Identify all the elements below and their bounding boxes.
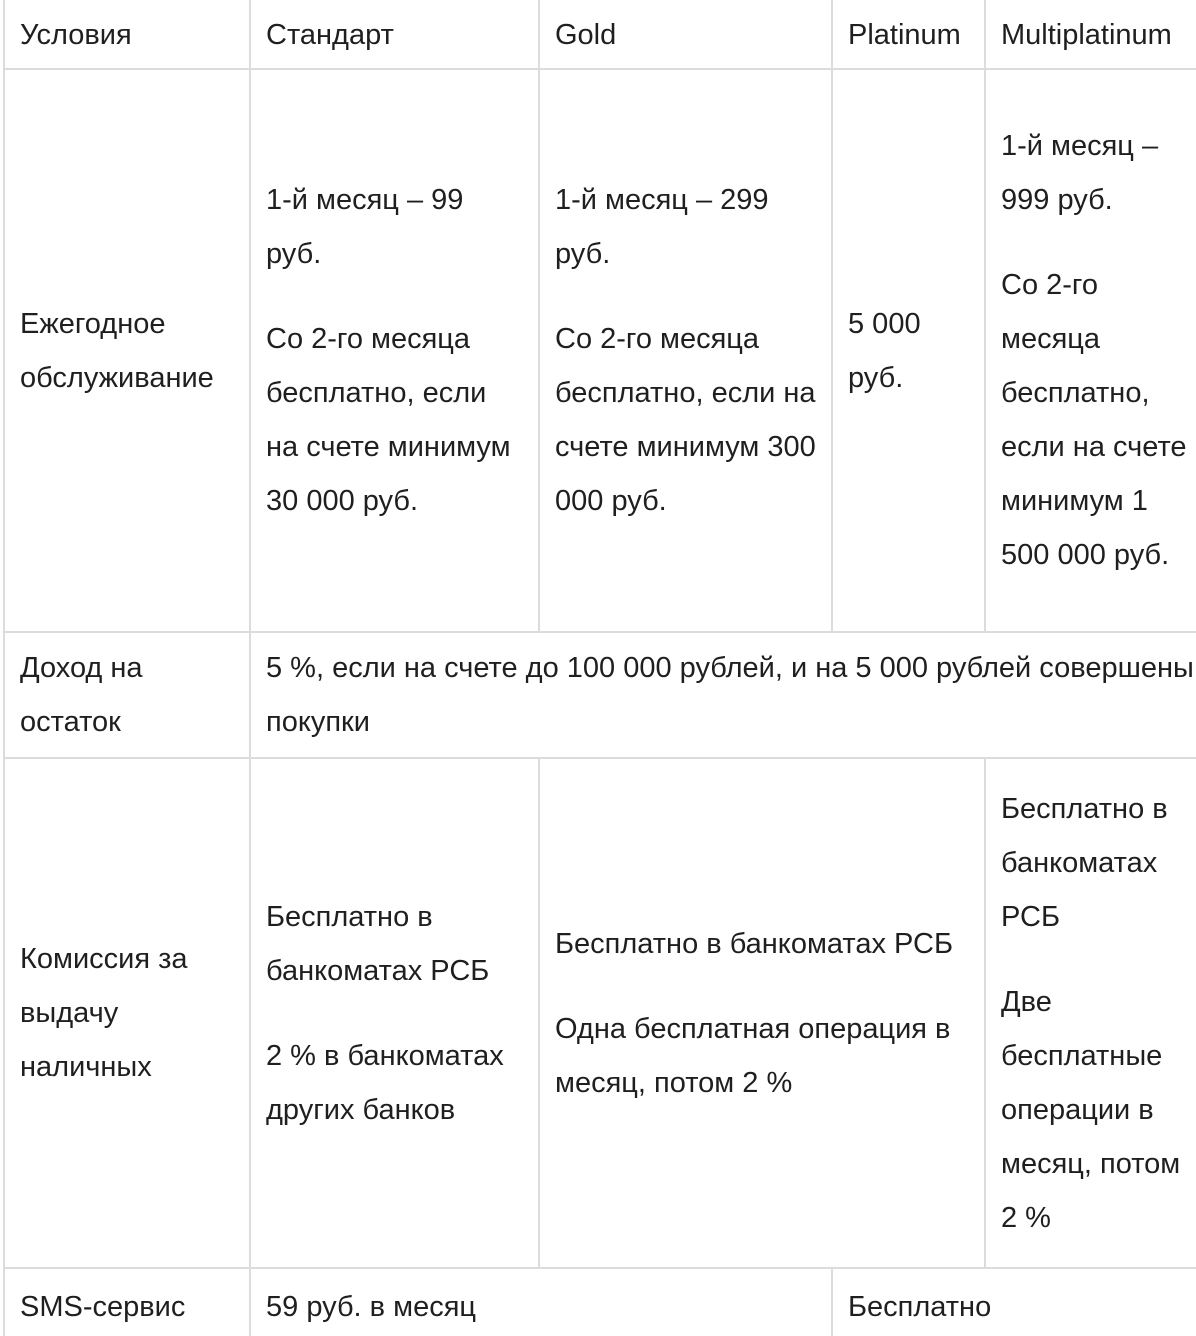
row-label-sms-service: SMS-сервис (4, 1268, 250, 1336)
cash-gold-platinum-line-1: Бесплатно в банкоматах РСБ (555, 927, 954, 960)
cash-standard-line-1: Бесплатно в банкоматах РСБ (266, 900, 490, 987)
cell-annual-platinum (832, 69, 985, 632)
annual-multiplatinum-line-2: Со 2-го месяца бесплатно, если на счете минимум 1 500 000 руб. (1001, 269, 1187, 571)
header-gold: Gold (539, 0, 832, 69)
cash-multiplatinum-line-2: Две бесплатные операции в месяц, потом 2 % (1001, 985, 1181, 1234)
header-standard: Стандарт (250, 0, 539, 69)
table-header-row (4, 0, 1196, 69)
table-row-cash-withdrawal-fee (4, 758, 1196, 1268)
cell-sms-standard-gold: 59 руб. в месяц (250, 1268, 832, 1336)
table-row-sms-service (4, 1268, 1196, 1336)
row-label-annual-service: Ежегодное обслуживание (4, 69, 250, 632)
annual-gold-line-2: Со 2-го месяца бесплатно, если на счете минимум 300 000 руб. (555, 323, 816, 517)
annual-standard-line-1: 1-й месяц – 99 руб. (266, 184, 464, 270)
cell-annual-standard (250, 69, 539, 632)
card-conditions-table (3, 0, 1196, 1336)
annual-standard-line-2: Со 2-го месяца бесплатно, если на счете минимум 30 000 руб. (266, 323, 511, 517)
cell-annual-gold (539, 69, 832, 632)
table-row-annual-service (4, 69, 1196, 632)
cash-multiplatinum-line-1: Бесплатно в банкоматах РСБ (1001, 792, 1168, 933)
cash-standard-line-2: 2 % в банкоматах других банков (266, 1039, 504, 1126)
cell-annual-multiplatinum (985, 69, 1196, 632)
row-label-balance-income: Доход на остаток (4, 632, 250, 758)
cell-cash-standard (250, 758, 539, 1268)
annual-platinum-line-1: 5 000 руб. (848, 307, 921, 394)
row-label-cash-withdrawal-fee: Комиссия за выдачу наличных (4, 758, 250, 1268)
cell-cash-gold-platinum (539, 758, 985, 1268)
header-platinum: Platinum (832, 0, 985, 69)
cell-income-all-tiers: 5 %, если на счете до 100 000 рублей, и на 5 000 рублей совершены покупки (250, 632, 1196, 758)
table-row-balance-income (4, 632, 1196, 758)
cell-sms-platinum-multiplatinum: Бесплатно (832, 1268, 1196, 1336)
cash-gold-platinum-line-2: Одна бесплатная операция в месяц, потом 2 % (555, 1012, 951, 1099)
annual-gold-line-1: 1-й месяц – 299 руб. (555, 184, 769, 270)
annual-multiplatinum-line-1: 1-й месяц – 999 руб. (1001, 130, 1159, 216)
cell-cash-multiplatinum (985, 758, 1196, 1268)
header-conditions: Условия (4, 0, 250, 69)
header-multiplatinum: Multiplatinum (985, 0, 1196, 69)
